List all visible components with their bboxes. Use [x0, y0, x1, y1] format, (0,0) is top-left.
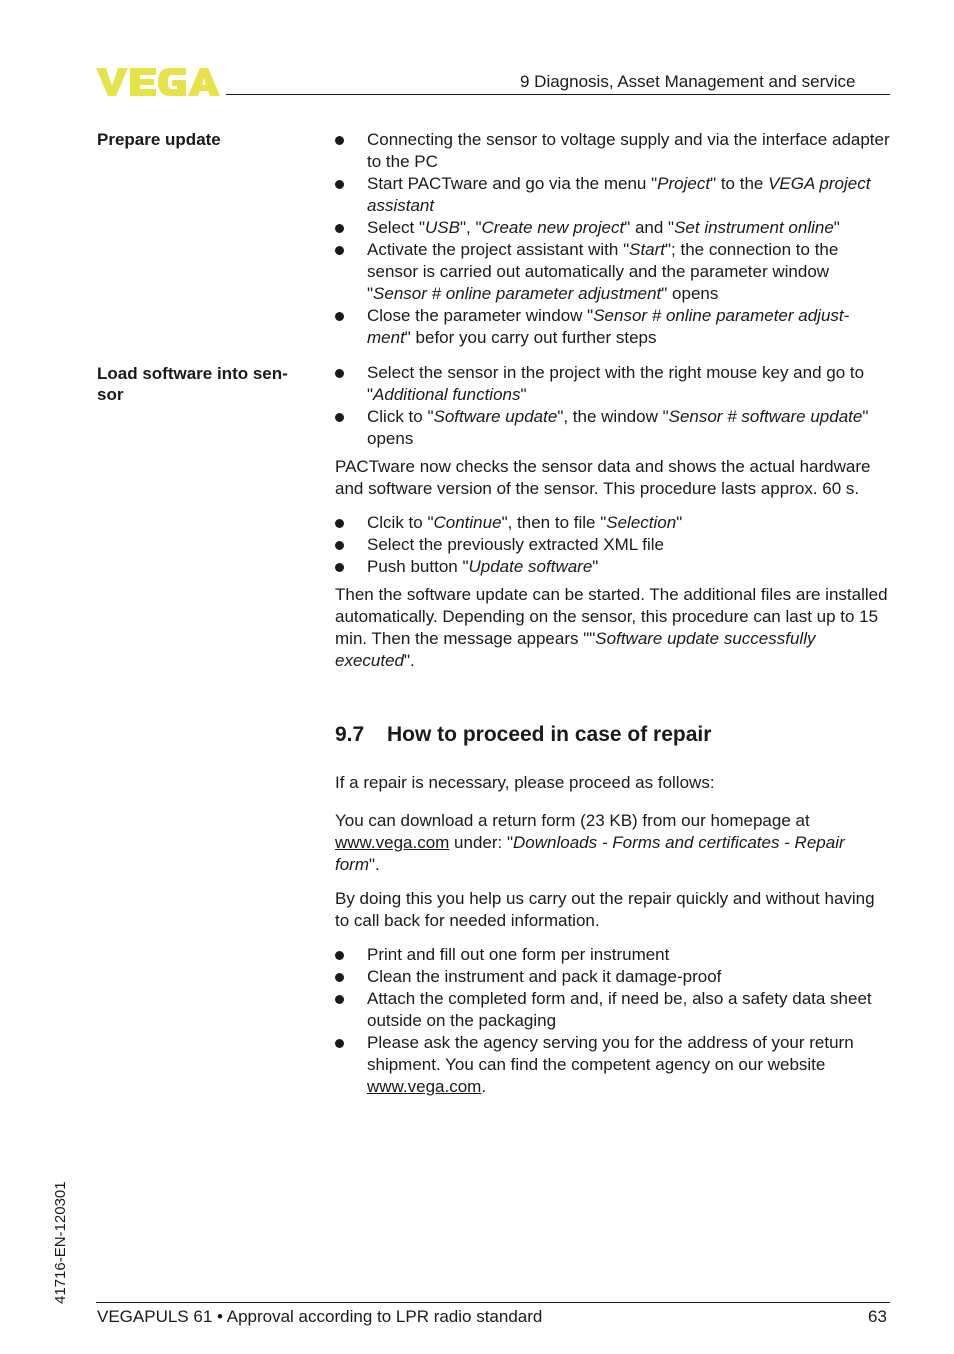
text-segment: Clean the instrument and pack it damage-proof [367, 967, 722, 986]
list-item [335, 129, 891, 173]
italic-term: Sensor # online parameter adjust-ment [367, 306, 850, 347]
text-segment: Print and fill out one form per instrument [367, 945, 670, 964]
list-item [335, 512, 891, 534]
text-segment: Select the sensor in the project with the right mouse key and go to " [367, 363, 865, 404]
text-segment: " opens [661, 284, 719, 303]
text-segment: " opens [367, 407, 869, 448]
text-segment: "; the connection to the sensor is carried out automatically and the parameter window " [367, 240, 839, 303]
italic-term: Continue [433, 513, 502, 532]
text-segment: Select " [367, 218, 426, 237]
prepare-update-list [335, 129, 891, 349]
italic-term: Create new project [481, 218, 625, 237]
text-segment: Close the parameter window " [367, 306, 594, 325]
text-segment: ". [404, 651, 415, 670]
chapter-title: 9 Diagnosis, Asset Management and service [520, 72, 856, 91]
text-segment: Push button " [367, 557, 469, 576]
load-software-list-a [335, 362, 891, 450]
text-segment: " [592, 557, 599, 576]
page-number: 63 [868, 1307, 887, 1326]
website-link[interactable]: www.vega.com [367, 1077, 482, 1096]
text-segment: " to the [710, 174, 769, 193]
text-segment: ", the window " [557, 407, 669, 426]
bullet-icon [335, 369, 344, 378]
load-software-label: Load software into sen- sor [97, 364, 288, 404]
text-segment: Clcik to " [367, 513, 434, 532]
text-segment: . [481, 1077, 487, 1096]
list-item [335, 556, 891, 578]
checking-paragraph: PACTware now checks the sensor data and shows the actual hardware and software version of the sensor. This procedure lasts approx. 60 s. [335, 457, 871, 498]
repair-intro: If a repair is necessary, please proceed as follows: [335, 773, 715, 792]
download-text-3: ". [369, 855, 380, 874]
header-divider [226, 94, 890, 95]
footer-divider [96, 1302, 890, 1303]
list-item [335, 534, 891, 556]
prepare-update-section [335, 129, 891, 349]
bullet-icon [335, 519, 344, 528]
list-item [335, 1032, 891, 1098]
list-item [335, 406, 891, 450]
bullet-icon [335, 224, 344, 233]
list-item [335, 988, 891, 1032]
text-segment: " and " [624, 218, 675, 237]
download-text: You can download a return form (23 KB) from our homepage at [335, 811, 810, 830]
list-item [335, 944, 891, 966]
text-segment: " [520, 385, 527, 404]
list-item [335, 239, 891, 305]
bullet-icon [335, 995, 344, 1004]
italic-term: Selection [606, 513, 677, 532]
vega-logo [96, 66, 220, 103]
prepare-update-label: Prepare update [97, 130, 221, 149]
load-software-list-b [335, 512, 891, 578]
text-segment: ", then to file " [501, 513, 607, 532]
repair-section [335, 772, 891, 1098]
bullet-icon [335, 136, 344, 145]
list-item [335, 217, 891, 239]
italic-term: Sensor # software update [668, 407, 863, 426]
italic-term: Software update [433, 407, 558, 426]
text-segment: Please ask the agency serving you for the address of your return shipment. You can find the competent agency on our website [367, 1033, 854, 1074]
list-item [335, 305, 891, 349]
document-code: 41716-EN-120301 [52, 1181, 69, 1304]
text-segment: " [676, 513, 683, 532]
bullet-icon [335, 413, 344, 422]
download-text-2: under: " [449, 833, 514, 852]
text-segment: Click to " [367, 407, 434, 426]
italic-term: Set instrument online [674, 218, 834, 237]
bullet-icon [335, 951, 344, 960]
italic-term: Start [629, 240, 666, 259]
italic-term: Additional functions [373, 385, 521, 404]
text-segment: Start PACTware and go via the menu " [367, 174, 658, 193]
vega-link[interactable]: www.vega.com [335, 833, 450, 852]
italic-term: Project [657, 174, 711, 193]
text-segment: Select the previously extracted XML file [367, 535, 665, 554]
bullet-icon [335, 973, 344, 982]
download-paragraph [335, 810, 891, 876]
bullet-icon [335, 312, 344, 321]
text-segment: ", " [459, 218, 482, 237]
update-paragraph [335, 584, 891, 672]
list-item [335, 966, 891, 988]
list-item [335, 362, 891, 406]
download-path: Downloads - Forms and certificates - Repair form [335, 833, 845, 874]
text-segment: " [833, 218, 840, 237]
section-heading [335, 723, 711, 747]
italic-term: Update software [468, 557, 593, 576]
italic-term: Software update successfully executed [335, 629, 816, 670]
bullet-icon [335, 246, 344, 255]
load-software-section [335, 362, 891, 672]
bullet-icon [335, 1039, 344, 1048]
text-segment: Then the software update can be started. The additional files are installed automatically. Depending on the sensor, this procedure can last up to 15 min. Then the message appears "" [335, 585, 888, 648]
text-segment: Activate the project assistant with " [367, 240, 630, 259]
bullet-icon [335, 180, 344, 189]
bullet-icon [335, 563, 344, 572]
text-segment: Connecting the sensor to voltage supply and via the interface adapter to the PC [367, 130, 890, 171]
italic-term: VEGA project assistant [367, 174, 871, 215]
help-paragraph: By doing this you help us carry out the repair quickly and without having to call back for needed information. [335, 889, 875, 930]
list-item [335, 173, 891, 217]
section-title: How to proceed in case of repair [387, 723, 712, 746]
bullet-icon [335, 541, 344, 550]
footer-title: VEGAPULS 61 • Approval according to LPR radio standard [97, 1307, 543, 1326]
text-segment: Attach the completed form and, if need be, also a safety data sheet outside on the packaging [367, 989, 872, 1030]
repair-list [335, 944, 891, 1098]
section-number: 9.7 [335, 723, 365, 746]
italic-term: Sensor # online parameter adjustment [373, 284, 662, 303]
italic-term: USB [425, 218, 460, 237]
text-segment: " befor you carry out further steps [404, 328, 657, 347]
